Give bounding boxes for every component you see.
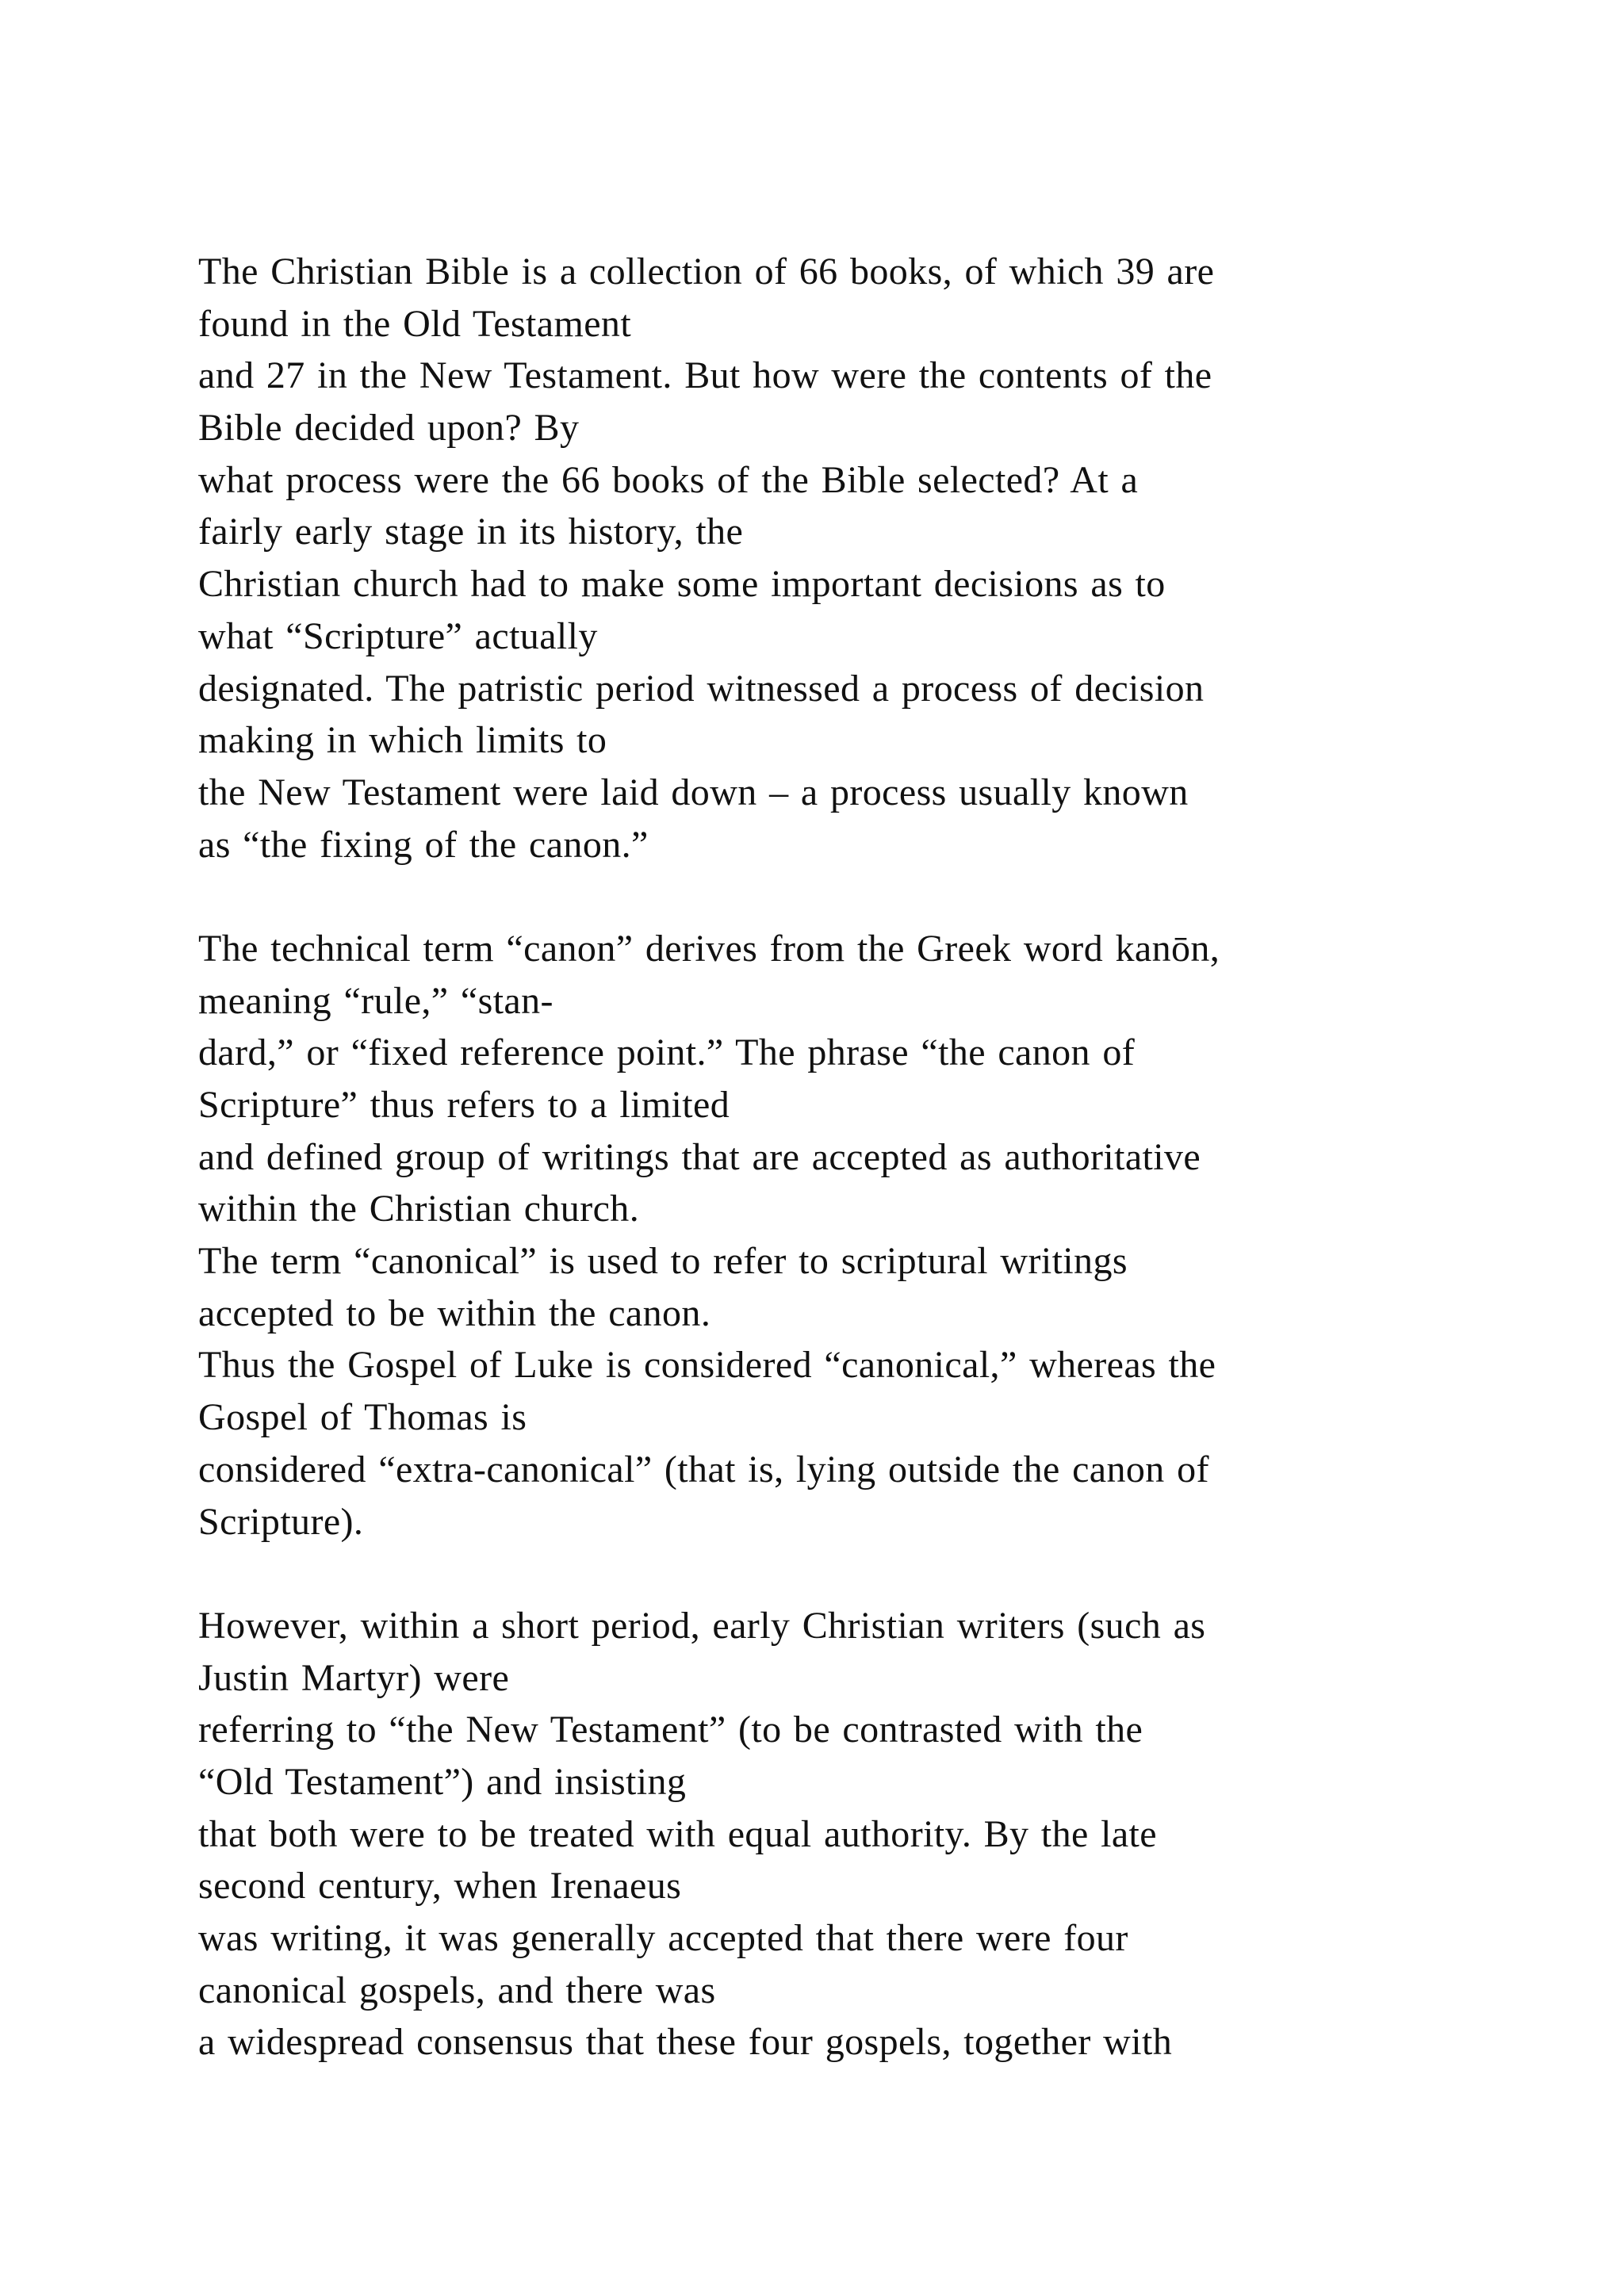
text-line: fairly early stage in its history, the [198,511,744,553]
text-line: as “the fixing of the canon.” [198,823,649,866]
text-line: considered “extra-canonical” (that is, lying outside the canon of [198,1448,1209,1490]
text-line: accepted to be within the canon. [198,1292,711,1334]
text-line: was writing, it was generally accepted that there were four [198,1917,1128,1959]
text-line: that both were to be treated with equal authority. By the late [198,1812,1157,1855]
text-line: and 27 in the New Testament. But how were the contents of the [198,354,1212,397]
text-line: dard,” or “fixed reference point.” The phrase “the canon of [198,1031,1136,1074]
text-line: “Old Testament”) and insisting [198,1760,687,1803]
text-line: a widespread consensus that these four gospels, together with [198,2021,1173,2064]
paragraph-1 [198,246,1467,871]
text-line: canonical gospels, and there was [198,1969,716,2011]
text-line: The Christian Bible is a collection of 66 books, of which 39 are [198,251,1215,293]
body-text [198,246,1467,2068]
text-line: second century, when Irenaeus [198,1865,682,1908]
text-line: The term “canonical” is used to refer to scriptural writings [198,1240,1128,1283]
text-line: found in the Old Testament [198,302,632,345]
text-line: However, within a short period, early Christian writers (such as [198,1604,1206,1647]
text-line: the New Testament were laid down – a process usually known [198,771,1189,813]
text-line: meaning “rule,” “stan- [198,979,553,1022]
text-line: what process were the 66 books of the Bible selected? At a [198,458,1139,501]
text-line: and defined group of writings that are accepted as authoritative [198,1135,1201,1178]
text-line: Christian church had to make some important decisions as to [198,563,1166,606]
paragraph-3 [198,1600,1467,2068]
paragraph-spacer [198,1548,1467,1600]
text-line: Gospel of Thomas is [198,1396,527,1439]
text-line: within the Christian church. [198,1188,640,1230]
text-line: Scripture). [198,1500,364,1543]
text-line: making in which limits to [198,719,607,762]
text-line: Scripture” thus refers to a limited [198,1084,730,1126]
text-line: what “Scripture” actually [198,614,598,657]
text-line: Bible decided upon? By [198,407,580,450]
text-line: designated. The patristic period witnessed a process of decision [198,667,1205,710]
text-line: Justin Martyr) were [198,1656,510,1699]
text-line: referring to “the New Testament” (to be contrasted with the [198,1709,1143,1751]
paragraph-2 [198,923,1467,1548]
text-line: Thus the Gospel of Luke is considered “canonical,” whereas the [198,1344,1216,1387]
paragraph-spacer [198,871,1467,923]
text-line: The technical term “canon” derives from the Greek word kanōn, [198,927,1220,970]
